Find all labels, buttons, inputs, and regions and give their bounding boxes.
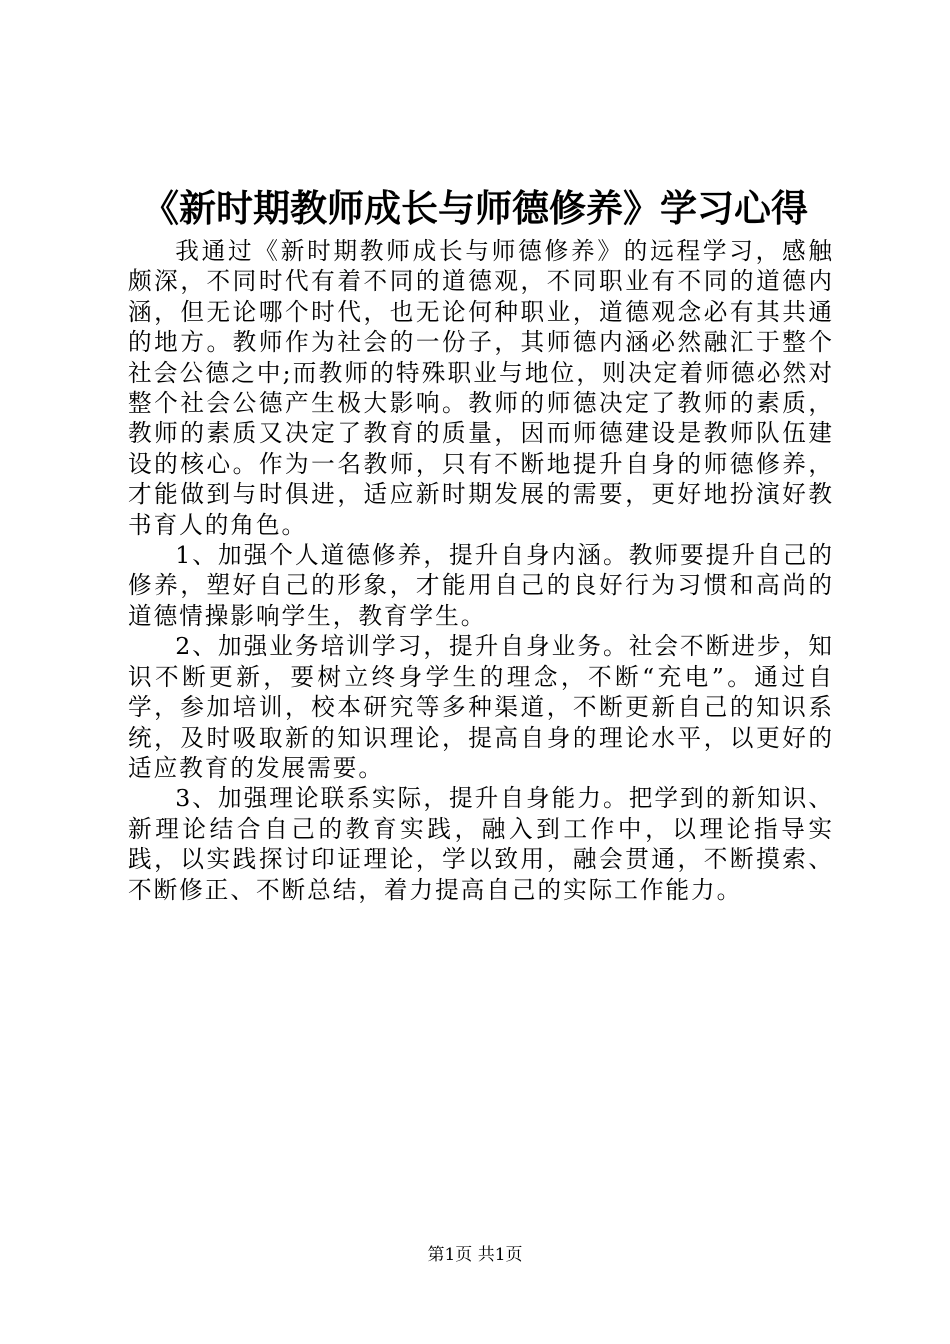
paragraph-point-3: 3、加强理论联系实际，提升自身能力。把学到的新知识、新理论结合自己的教育实践，融入到工作中，以理论指导实践，以实践探讨印证理论，学以致用，融会贯通，不断摸索、不断修正、不断总结，着力提高自己的实际工作能力。 bbox=[128, 784, 834, 904]
paragraph-point-1: 1、加强个人道德修养，提升自身内涵。教师要提升自己的修养，塑好自己的形象，才能用自己的良好行为习惯和高尚的道德情操影响学生，教育学生。 bbox=[128, 541, 834, 630]
paragraph-point-2: 2、加强业务培训学习，提升自身业务。社会不断进步，知识不断更新，要树立终身学生的理念，不断“充电”。通过自学，参加培训，校本研究等多种渠道，不断更新自己的知识系统，及时吸取新的知识理论，提高自身的理论水平，以更好的适应教育的发展需要。 bbox=[128, 632, 834, 782]
page-number-footer: 第1页 共1页 bbox=[427, 1245, 523, 1265]
page-title: 《新时期教师成长与师德修养》学习心得 bbox=[142, 186, 808, 230]
document-body bbox=[128, 236, 834, 905]
paragraph-intro: 我通过《新时期教师成长与师德修养》的远程学习，感触颇深，不同时代有着不同的道德观，不同职业有不同的道德内涵，但无论哪个时代，也无论何种职业，道德观念必有其共通的地方。教师作为社会的一份子，其师德内涵必然融汇于整个社会公德之中;而教师的特殊职业与地位，则决定着师德必然对整个社会公德产生极大影响。教师的师德决定了教师的素质，教师的素质又决定了教育的质量，因而师德建设是教师队伍建设的核心。作为一名教师，只有不断地提升自身的师德修养，才能做到与时俱进，适应新时期发展的需要，更好地扮演好教书育人的角色。 bbox=[128, 237, 834, 539]
